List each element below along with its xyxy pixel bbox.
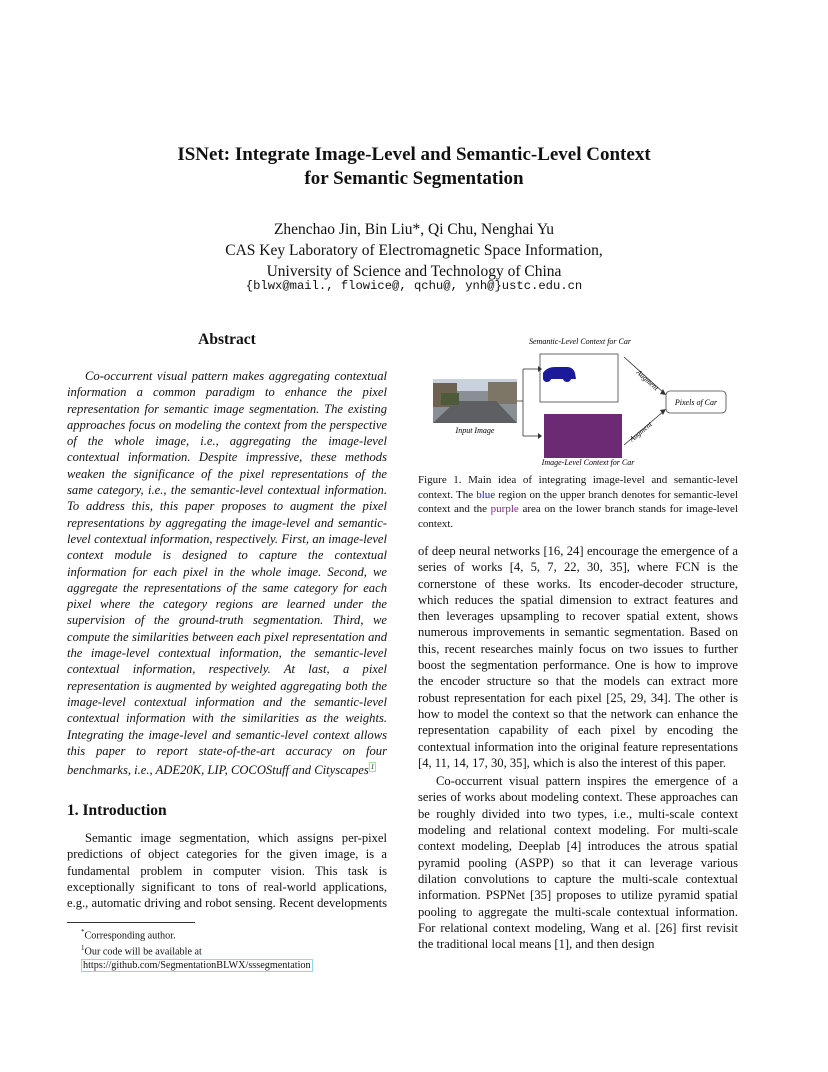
caption-mid: region on the upper branch denotes for semantic-level context and the [418, 488, 738, 516]
abstract-body [67, 368, 387, 779]
image-context-region [544, 414, 622, 458]
semantic-context-label: Semantic-Level Context for Car [529, 337, 631, 346]
figure-1 [426, 333, 738, 471]
paper-title [0, 143, 828, 191]
intro-heading: 1. Introduction [67, 802, 167, 819]
affiliation-line-1: CAS Key Laboratory of Electromagnetic Space Information, [225, 242, 603, 259]
abstract-heading: Abstract [198, 331, 256, 348]
code-prefix: Our code will be available at [84, 946, 202, 958]
caption-blue: blue [476, 488, 496, 501]
abstract-text: Co-occurrent visual pattern makes aggregating contextual information a common paradigm to enhance the pixel representation for semantic image segmentation. The existing approaches focus on modeling the context from the perspective of the whole image, i.e., aggregating the image-level contextual information. Despite impressive, these methods weaken the significance of the pixel representations of the same category, i.e., the semantic-level contextual information. To address this, this paper proposes to augment the pixel representations by aggregating the image-level and semantic-level contextual information, respectively. First, an image-level context module is designed to capture the contextual information for each pixel in the whole image. Second, we aggregate the representations of the same category for each pixel where the category regions are learned under the supervision of the ground-truth segmentation. Third, we compute the similarities between each pixel representation and the image-level contextual information, the semantic-level contextual information, respectively. At last, a pixel representation is augmented by weighted aggregating both the image-level contextual information and the semantic-level contextual information with the similarities as the weights. Integrating the image-level and semantic-level context allows this paper to report state-of-the-art accuracy on four benchmarks, i.e., ADE20K, LIP, COCOStuff and Cityscapes [67, 369, 387, 778]
authors: Zhenchao Jin, Bin Liu*, Qi Chu, Nenghai Yu [273, 221, 555, 238]
footnote-rule [67, 922, 195, 923]
title-line-1: ISNet: Integrate Image-Level and Semantic-Level Context [177, 144, 651, 165]
right-para-2: Co-occurrent visual pattern inspires the emergence of a series of works about modeling context. These approaches can be roughly divided into two types, i.e., multi-scale context modeling and relational context modeling. For multi-scale context modeling, Deeplab [4] introduces the atrous spatial pyramid pooling (ASPP) so that it can leverage various dilation convolutions to capture the multi-scale contextual information. PSPNet [35] proposes to utilize pyramid spatial pooling to aggregate the multi-scale contextual information. For relational context modeling, Wang et al. [26] first revisit the traditional local means [1], and then design [418, 774, 738, 952]
augment-top-label: Augment [634, 367, 661, 393]
intro-text: Semantic image segmentation, which assigns per-pixel predictions of object categories for the given image, is a fundamental problem in computer vision. This task is exceptionally significant to tons of real-world applications, e.g., automatic driving and robot sensing. Recent developments [67, 831, 388, 911]
title-line-2: for Semantic Segmentation [304, 168, 524, 189]
footnote-corresponding: *Corresponding author. [81, 928, 176, 942]
emails: {blwx@mail., flowice@, qchu@, ynh@}ustc.edu.cn [245, 279, 583, 293]
lower-arrowhead [538, 433, 542, 439]
code-link[interactable]: https://github.com/SegmentationBLWX/sssegmentation [83, 959, 311, 971]
caption-start: Figure 1. Main idea of integrating image-level and semantic-level context. The [418, 474, 738, 501]
author-block [0, 219, 828, 282]
footnotes [67, 926, 391, 972]
augment-bottom-label: Augment [627, 419, 654, 444]
input-image-building-right [488, 382, 517, 404]
caption-purple: purple [490, 503, 519, 516]
affiliation-line-2: University of Science and Technology of China [266, 263, 562, 280]
footnote-code: $^1$Our code will be available at https://github.com/SegmentationBLWX/sssegmentation [81, 944, 311, 971]
right-column-body [418, 543, 738, 952]
corresponding-text: Corresponding author. [84, 930, 176, 942]
image-context-label: Image-Level Context for Car [541, 458, 635, 467]
footnote-ref[interactable]: 1 [370, 763, 375, 772]
output-label: Pixels of Car [674, 398, 718, 407]
caption-end: area on the lower branch stands for image-level context. [418, 503, 738, 530]
input-image-tree [441, 393, 459, 405]
figure-caption [418, 473, 738, 531]
right-para-1: of deep neural networks [16, 24] encourage the emergence of a series of works [4, 5, 7, 22, 30, 35], where FCN is the cornerstone of these works. Its encoder-decoder structure, which reduces the spatial dimension to extract features and then leverages upsampling to recover spatial extent, shows numerous improvements in semantic segmentation. Based on this, recent researches mainly focus on two issues to further boost the segmentation performance. One is how to improve the encoder structure so that the models can extract more robust representation for each pixel [25, 29, 34]. The other is how to model the context so that the network can enhance the representation capability of each pixel by encoding the contextual information into the original feature representations [4, 11, 14, 17, 30, 35], which is also the interest of this paper. [418, 544, 738, 770]
input-image-label: Input Image [455, 426, 495, 435]
